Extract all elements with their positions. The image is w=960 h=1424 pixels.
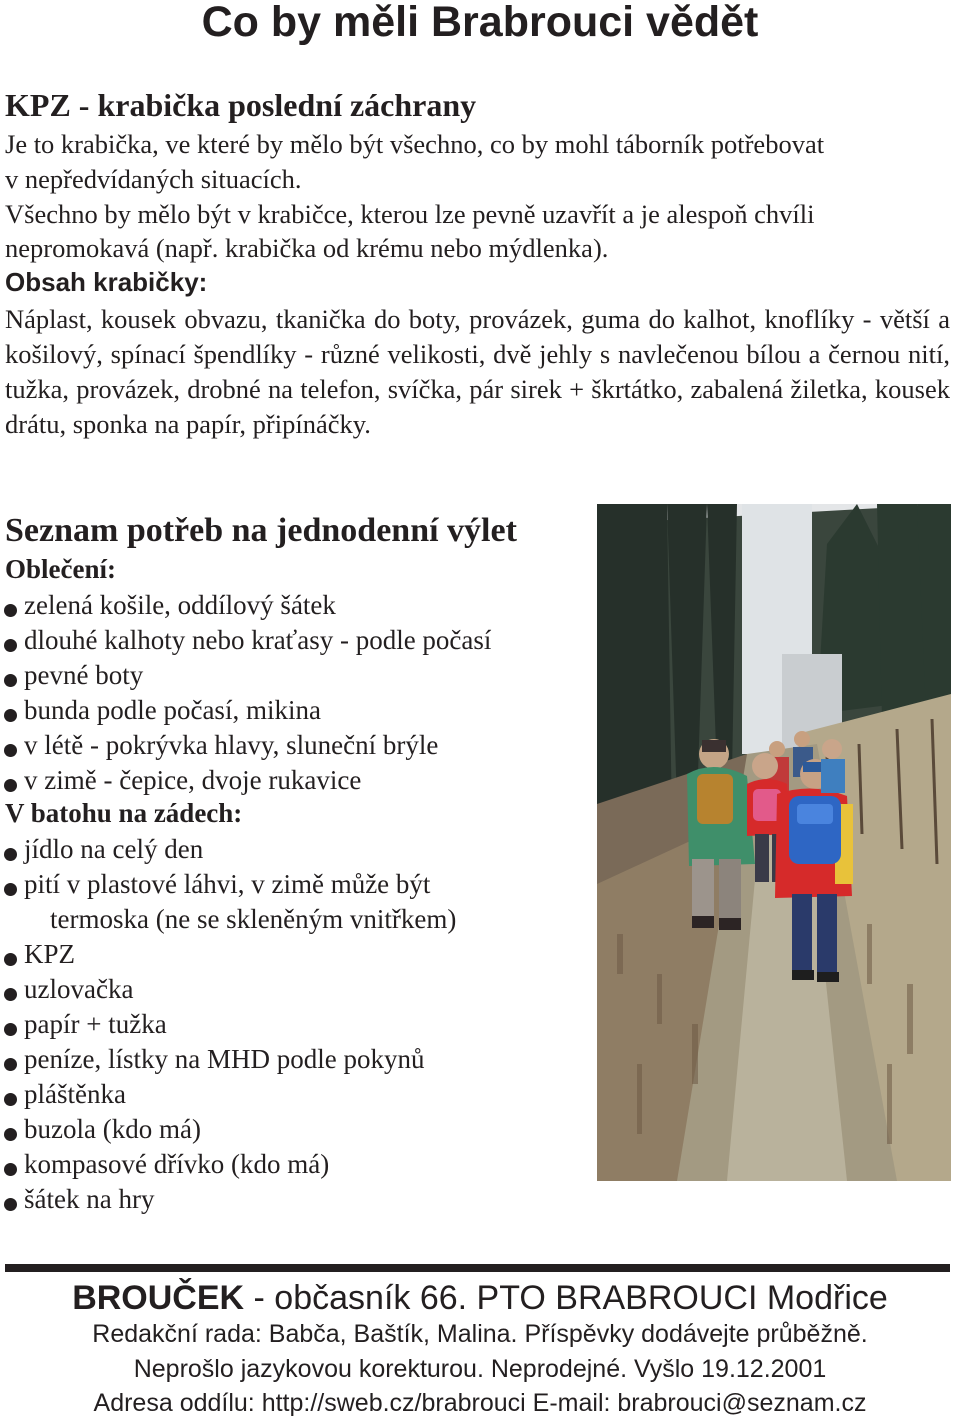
bullet-icon: [4, 639, 17, 652]
list-item: uzlovačka: [0, 972, 584, 1007]
footer-note: Neprošlo jazykovou korekturou. Neprodejné. Vyšlo 19.12.2001: [133, 1355, 827, 1383]
list-item: bunda podle počasí, mikina: [0, 693, 584, 728]
list-item: pevné boty: [0, 658, 584, 693]
bullet-icon: [4, 1058, 17, 1071]
bullet-icon: [4, 988, 17, 1001]
bullet-icon: [4, 779, 17, 792]
bullet-icon: [4, 709, 17, 722]
backpack-heading: V batohu na zádech:: [5, 798, 243, 828]
bullet-icon: [4, 604, 17, 617]
hiking-photo: [597, 504, 951, 1181]
bullet-icon: [4, 953, 17, 966]
bullet-icon: [4, 1023, 17, 1036]
bullet-icon: [4, 744, 17, 757]
list-item: KPZ: [0, 937, 584, 972]
kpz-intro: [5, 127, 953, 266]
list-item: dlouhé kalhoty nebo kraťasy - podle počasí: [0, 623, 584, 658]
list-item: pití v plastové láhvi, v zimě může být termoska (ne se skleněným vnitřkem): [0, 867, 584, 937]
bullet-icon: [4, 883, 17, 896]
list-item: v létě - pokrývka hlavy, sluneční brýle: [0, 728, 584, 763]
footer-rule: [5, 1264, 950, 1272]
trip-list-heading: Seznam potřeb na jednodenní výlet: [5, 512, 517, 549]
list-item: šátek na hry: [0, 1182, 584, 1217]
bullet-icon: [4, 1128, 17, 1141]
kpz-intro-line: Je to krabička, ve které by mělo být všechno, co by mohl táborník potřebovat: [5, 129, 825, 159]
list-item: v zimě - čepice, dvoje rukavice: [0, 763, 584, 798]
clothes-list: [0, 588, 584, 798]
page-title: Co by měli Brabrouci vědět: [201, 0, 759, 46]
list-item: kompasové dřívko (kdo má): [0, 1147, 584, 1182]
footer-brand: BROUČEK: [72, 1279, 245, 1317]
kpz-intro-line: v nepředvídaných situacích.: [5, 163, 302, 194]
list-item: pláštěnka: [0, 1077, 584, 1112]
clothes-heading: Oblečení:: [5, 554, 116, 584]
kpz-intro-line: Všechno by mělo být v krabičce, kterou lze pevně uzavřít a je alespoň chvíli: [5, 198, 815, 229]
list-item: buzola (kdo má): [0, 1112, 584, 1147]
list-item: zelená košile, oddílový šátek: [0, 588, 584, 623]
footer-masthead: [0, 1277, 960, 1319]
footer-contact: Adresa oddílu: http://sweb.cz/brabrouci E-mail: brabrouci@seznam.cz: [93, 1389, 867, 1417]
footer-issue: - občasník 66. PTO BRABROUCI Modřice: [244, 1279, 888, 1317]
bullet-icon: [4, 1198, 17, 1211]
list-item: peníze, lístky na MHD podle pokynů: [0, 1042, 584, 1077]
kpz-intro-line: nepromokavá (např. krabička od krému nebo mýdlenka).: [5, 233, 609, 264]
kpz-heading: KPZ - krabička poslední záchrany: [5, 87, 477, 123]
bullet-icon: [4, 848, 17, 861]
box-contents-heading: Obsah krabičky:: [5, 267, 208, 297]
backpack-list: [0, 832, 584, 1217]
bullet-icon: [4, 1163, 17, 1176]
bullet-icon: [4, 1093, 17, 1106]
list-item: papír + tužka: [0, 1007, 584, 1042]
box-contents-text: Náplast, kousek obvazu, tkanička do boty, provázek, guma do kalhot, knoflíky - větší a košilový, spínací špendlíky - různé velikosti, dvě jehly s navlečenou bílou a černou nití, tužka, provázek, drobné na telefon, svíčka, pár sirek + škrtátko, zabalená žiletka, kousek drátu, sponka na papír, připínáčky.: [5, 304, 950, 439]
list-item-continuation: termoska (ne se skleněným vnitřkem): [50, 904, 457, 934]
list-item: jídlo na celý den: [0, 832, 584, 867]
bullet-icon: [4, 674, 17, 687]
footer-editors: Redakční rada: Babča, Baštík, Malina. Příspěvky dodávejte průběžně.: [92, 1320, 868, 1348]
